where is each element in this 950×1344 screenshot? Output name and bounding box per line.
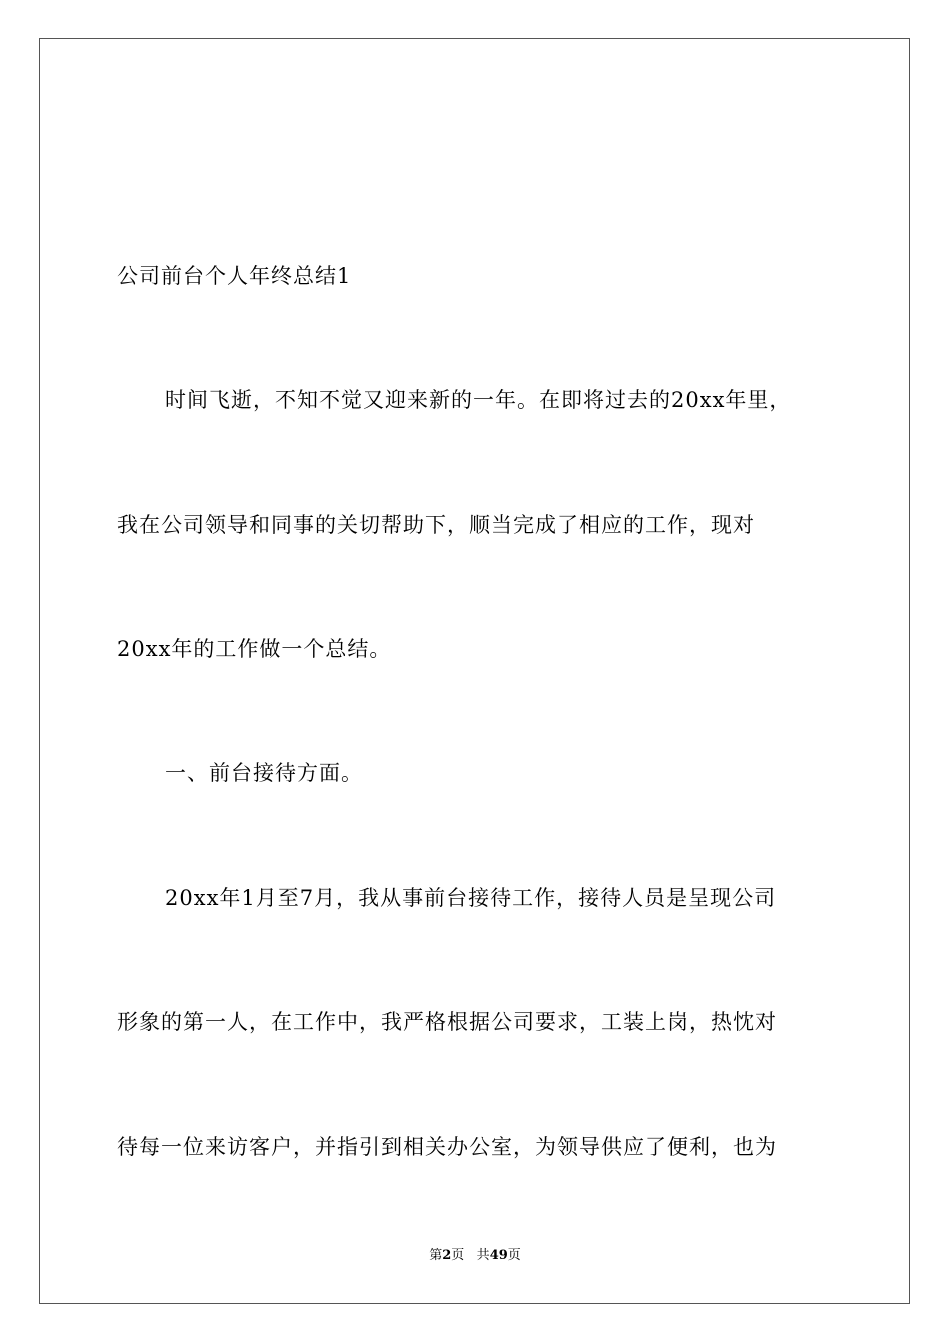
paragraph-line: 待每一位来访客户，并指引到相关办公室，为领导供应了便利，也为	[117, 1135, 777, 1159]
document-title: 公司前台个人年终总结1	[117, 264, 352, 288]
paragraph-line: 20xx年1月至7月，我从事前台接待工作，接待人员是呈现公司	[165, 886, 777, 910]
footer-page-prefix: 第	[429, 1248, 443, 1263]
paragraph-line: 我在公司领导和同事的关切帮助下，顺当完成了相应的工作，现对	[117, 513, 755, 537]
section-heading: 一、前台接待方面。	[165, 761, 363, 785]
footer-page-suffix: 页	[451, 1248, 465, 1263]
footer-total-pages: 49	[489, 1248, 508, 1263]
page-footer	[0, 1247, 950, 1265]
footer-page-number: 2	[442, 1248, 452, 1263]
paragraph-line: 时间飞逝，不知不觉又迎来新的一年。在即将过去的20xx年里，	[165, 388, 792, 412]
footer-total-prefix: 共	[476, 1248, 490, 1263]
paragraph-line: 20xx年的工作做一个总结。	[117, 637, 392, 661]
page-border	[39, 38, 910, 1304]
paragraph-line: 形象的第一人，在工作中，我严格根据公司要求，工装上岗，热忱对	[117, 1010, 777, 1034]
footer-total-suffix: 页	[507, 1248, 521, 1263]
